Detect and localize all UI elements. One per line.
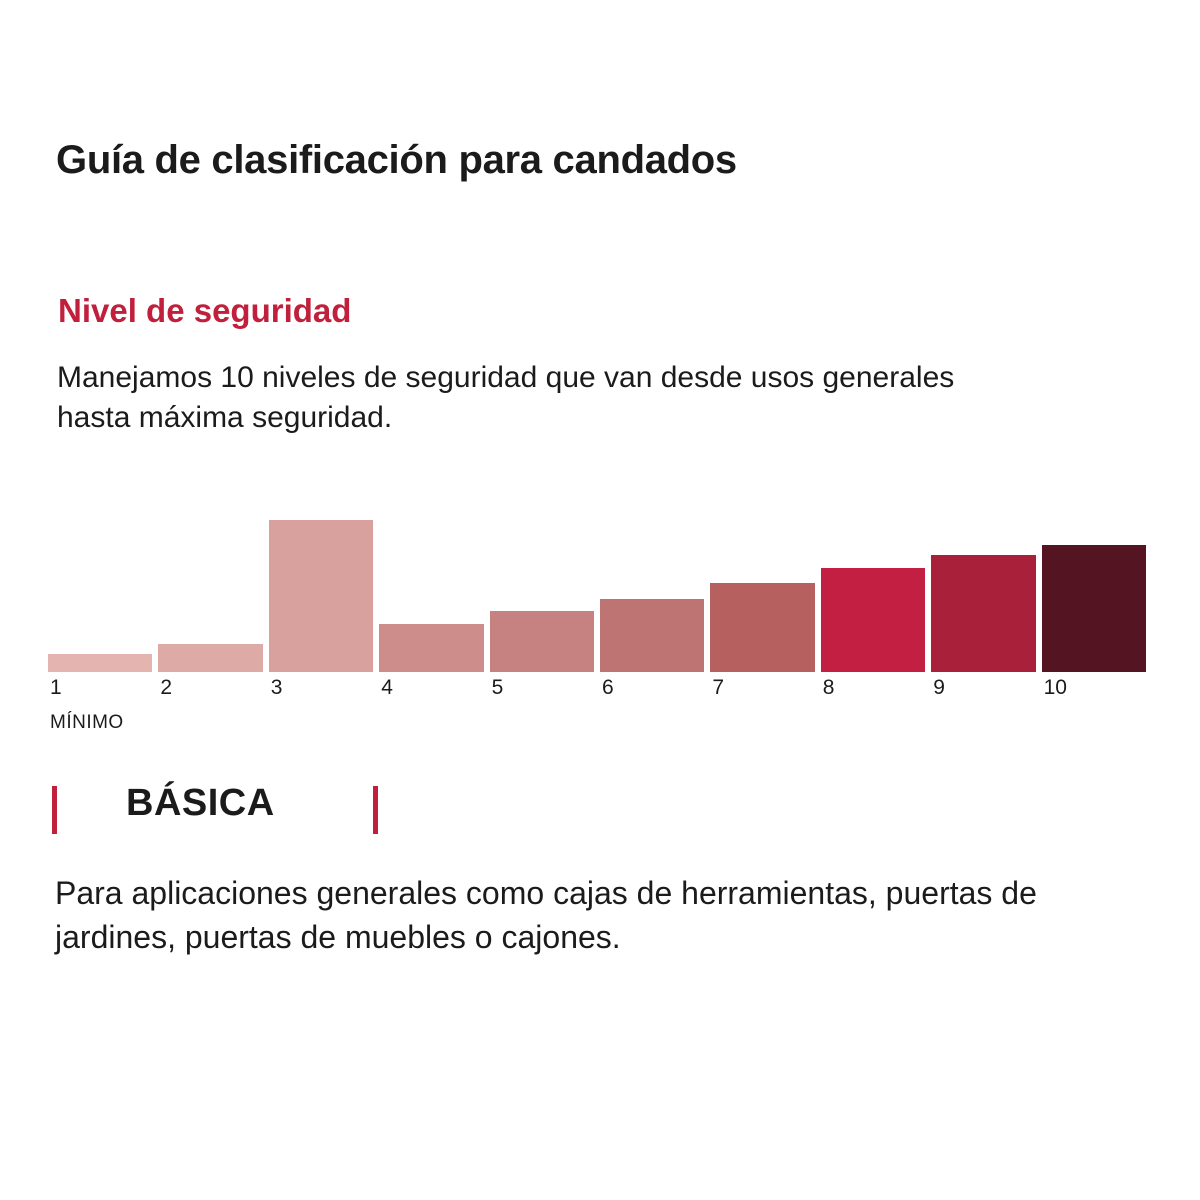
axis-tick-8: 8 [822, 676, 835, 699]
axis-tick-5: 5 [491, 676, 504, 699]
category-description: Para aplicaciones generales como cajas de herramientas, puertas de jardines, puertas de muebles o cajones. [55, 875, 1037, 955]
security-level-bar-chart [48, 520, 1152, 672]
page-title: Guía de clasificación para candados [56, 138, 737, 182]
axis-min-annotation: MÍNIMO [50, 712, 124, 733]
axis-tick-9: 9 [933, 676, 945, 699]
axis-tick-2: 2 [160, 676, 173, 699]
section-heading: Nivel de seguridad [58, 292, 352, 329]
axis-tick-6: 6 [602, 676, 614, 699]
bar-level-6 [600, 599, 704, 672]
bar-level-5 [490, 611, 594, 672]
bar-level-1 [48, 654, 152, 672]
bar-level-10 [1042, 545, 1146, 672]
bar-level-4 [379, 624, 483, 672]
bar-level-7 [710, 583, 814, 672]
axis-tick-1: 1 [50, 676, 62, 699]
bar-level-8 [821, 568, 925, 672]
category-name: BÁSICA [126, 782, 275, 824]
chart-bars [48, 520, 1152, 672]
chart-x-axis-labels [48, 676, 1158, 704]
bar-level-2 [158, 644, 262, 672]
axis-tick-7: 7 [712, 676, 725, 699]
axis-tick-3: 3 [270, 676, 283, 699]
tick-marker-left-icon [52, 786, 57, 834]
section-description: Manejamos 10 niveles de seguridad que van desde usos generales hasta máxima seguridad. [57, 361, 955, 434]
axis-tick-10: 10 [1043, 676, 1067, 699]
axis-tick-4: 4 [381, 676, 393, 699]
tick-marker-right-icon [373, 786, 378, 834]
category-row [48, 782, 568, 848]
bar-level-9 [931, 555, 1035, 672]
bar-level-3 [269, 520, 373, 672]
